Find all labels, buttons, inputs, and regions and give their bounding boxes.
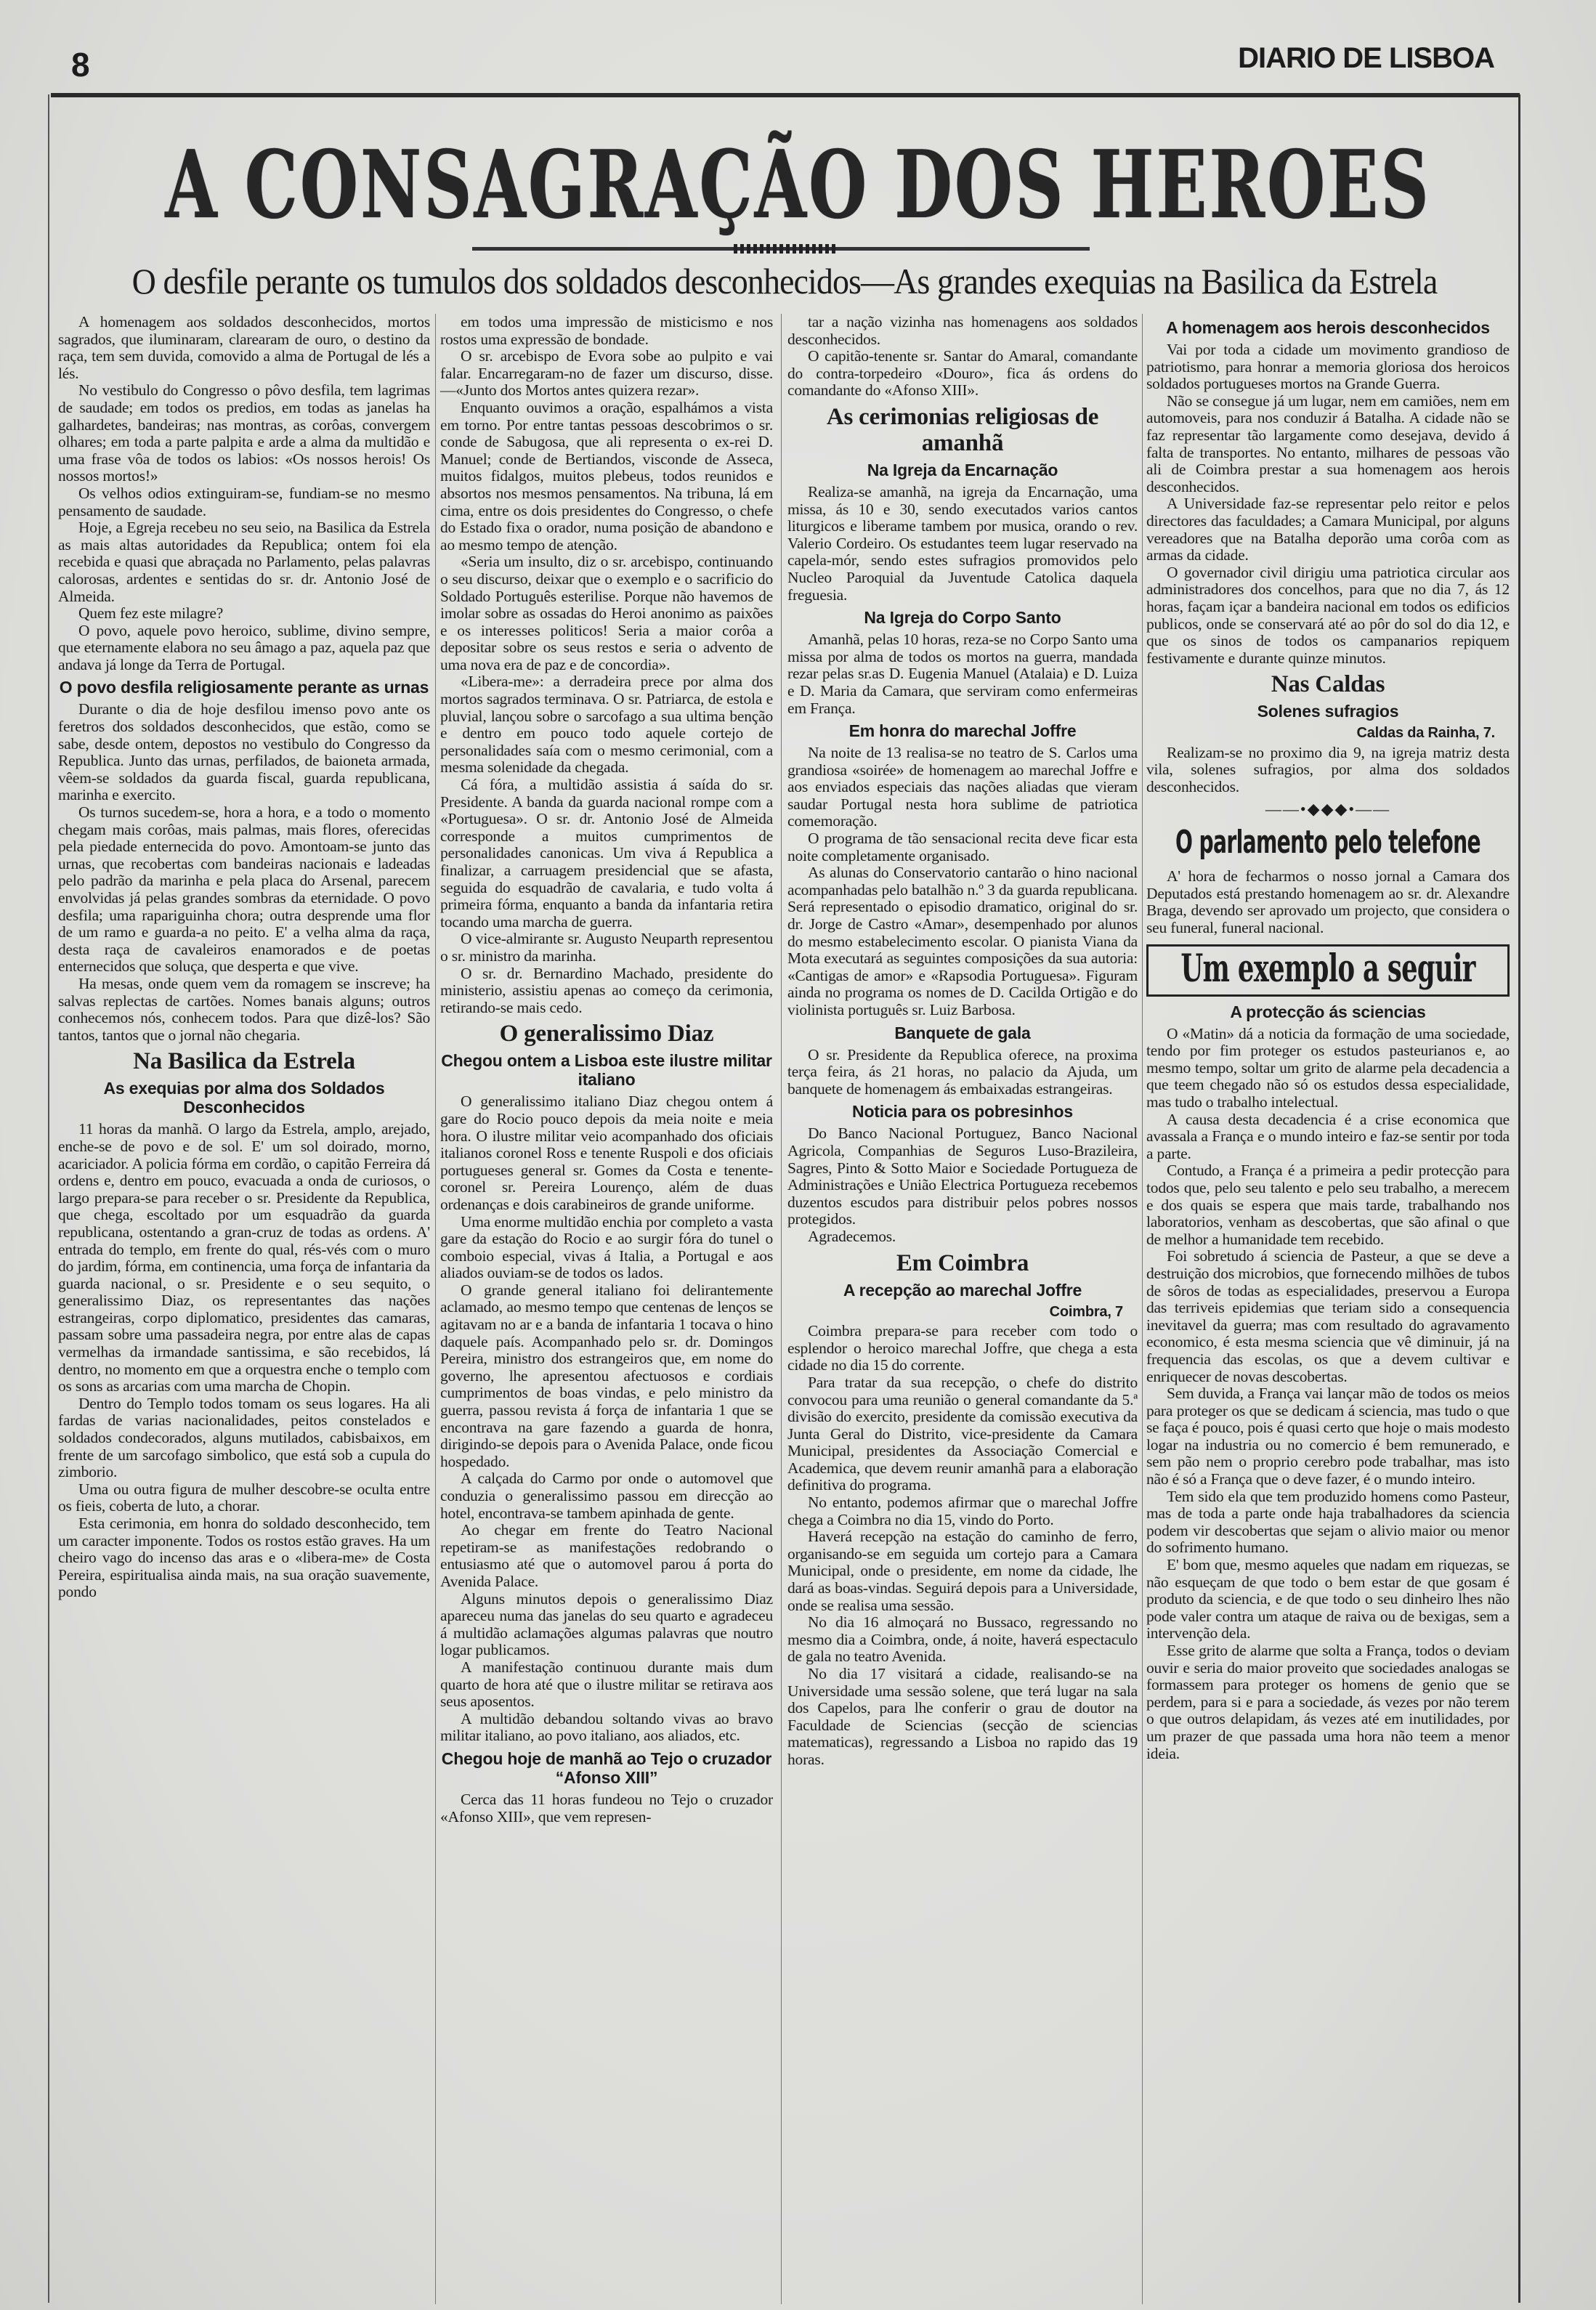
column-divider: [781, 314, 782, 2304]
paragraph: No vestibulo do Congresso o pôvo desfila, tem lagrimas de saudade; em todos os predios, em todas as janelas ha galhardetes, bandeiras; nas montras, as corôas, convergem olhares; em toda a parte palpita e arde a alma da multidão e uma frase vôa de todos os labios: «Os nossos herois! Os nossos mortos!»: [58, 381, 430, 485]
paragraph: Não se consegue já um lugar, nem em camiões, nem em automoveis, para nos conduzir á Batalha. A cidade não se faz representar tão largamente como desejava, devido á falta de transportes. No entanto, milhares de pessoas vão ali de Coimbra prestar a sua homenagem aos herois desconhecidos.: [1146, 392, 1510, 495]
paragraph: Ao chegar em frente do Teatro Nacional repetiram-se as manifestações redobrando o entusiasmo até que o automovel parou á porta do Avenida Palace.: [440, 1521, 773, 1590]
paragraph: «Seria um insulto, diz o sr. arcebispo, continuando o seu discurso, deixar que o exemplo e o sacrificio do Soldado Português esterilise. Porque não havemos de imolar sobre as ossadas do Heroi anonimo as paixões e os interesses politicos! Seria a maior corôa a depositar sobre os seus restos e seria o advento de uma nova era de paz e de concordia».: [440, 553, 773, 673]
column-4: [1146, 314, 1510, 1762]
paragraph: Contudo, a França é a primeira a pedir protecção para todos que, pelo seu talento e pelo seu trabalho, a merecem e dos quais se espera que mais tarde, trabalhando nos laboratorios, venham as descobertas, que são afinal o que de melhor a humanidade tem recebido.: [1146, 1162, 1510, 1248]
dateline: Coimbra, 7: [1049, 1303, 1123, 1320]
paragraph: Amanhã, pelas 10 horas, reza-se no Corpo Santo uma missa por alma de todos os mortos na guerra, mandada rezar pelas sr.as D. Eugenia Manuel (Atalaia) e D. Luiza e D. Maria da Camara, que serviram como enfermeiras em França.: [787, 631, 1138, 717]
paragraph: Alguns minutos depois o generalissimo Diaz apareceu numa das janelas do seu quarto e agradeceu á multidão aclamações algumas palavras que noutro logar publicamos.: [440, 1589, 773, 1659]
paragraph: A calçada do Carmo por onde o automovel que conduzia o generalissimo passou em direcção ao hotel, encontrava-se tambem apinhada de gente.: [440, 1470, 773, 1522]
paragraph: O sr. dr. Bernardino Machado, presidente do ministerio, assistiu apenas ao começo da cerimonia, retirando-se mais cedo.: [440, 964, 773, 1016]
paragraph: Haverá recepção na estação do caminho de ferro, organisando-se em seguida um cortejo para a Camara Municipal, onde o presidente, em nome da cidade, lhe dará as boas-vindas. Seguirá depois para a Universidade, onde se realisa uma sessão.: [787, 1528, 1138, 1614]
sub-headline: O desfile perante os tumulos dos soldados desconhecidos—As grandes exequias na Basilica da Estrela: [131, 261, 1438, 301]
masthead: DIARIO DE LISBOA: [1238, 42, 1494, 74]
paragraph: O sr. arcebispo de Evora sobe ao pulpito e vai falar. Encarregaram-no de fazer um discurso, disse.—«Junto dos Mortos antes quizera rezar».: [440, 347, 773, 400]
paragraph: A multidão debandou soltando vivas ao bravo militar italiano, ao povo italiano, aos aliados, etc.: [440, 1709, 773, 1745]
paragraph: A' hora de fecharmos o nosso jornal a Camara dos Deputados está prestando homenagem ao sr. dr. Alexandre Braga, devendo ser aprovado um projecto, que considera o seu funeral, funeral nacional.: [1146, 867, 1510, 937]
paragraph: A manifestação continuou durante mais dum quarto de hora até que o ilustre militar se retirava aos seus aposentos.: [440, 1658, 773, 1711]
paragraph: Do Banco Nacional Portuguez, Banco Nacional Agricola, Companhias de Seguros Luso-Brazileira, Sagres, Pinto & Sotto Maior e Sociedade Portugueza de Administrações e União Electrica Portugueza recebemos duzentos escudos para distribuir pelos pobres nossos protegidos.: [787, 1124, 1138, 1228]
paragraph: Sem duvida, a França vai lançar mão de todos os meios para proteger os que se dedicam á sciencia, mas tudo o que se faça é pouco, pois é quasi certo que hoje o mais modesto logar na industria ou no comercio é bem remunerado, e sem pão nem o proprio cerebro pode trabalhar, mas isto não é só a França que o deve fazer, é o mundo inteiro.: [1146, 1385, 1510, 1488]
paragraph: Uma enorme multidão enchia por completo a vasta gare da estação do Rocio e ao surgir fóra do tunel o comboio especial, vivas á Italia, a Portugal e aos aliados ouviam-se de todos os lados.: [440, 1212, 773, 1282]
paragraph: Esse grito de alarme que solta a França, todos o deviam ouvir e seria do maior proveito que sociedades analogas se formassem para proteger os homens de genio que se perdem, para si e para a sociedade, ás vezes por não terem o que outros delapidam, ás vezes até em inutilidades, por um prazer de que passada uma hora não teem a menor ideia.: [1146, 1642, 1510, 1762]
paragraph: Na noite de 13 realisa-se no teatro de S. Carlos uma grandiosa «soirée» de homenagem ao marechal Joffre e aos enviados especiais das nações aliadas que vieram saudar Portugal nesta hora sublime de patriotica comemoração.: [787, 744, 1138, 830]
section-heading: O generalissimo Diaz: [499, 1021, 714, 1047]
paragraph: Ha mesas, onde quem vem da romagem se inscreve; ha salvas replectas de cartões. Nomes banais alguns; outros conhecemos nós, conhecem todos. Para que dizê-los? São tantos, tantos que o jornal não chegaria.: [58, 974, 430, 1044]
paragraph: As alunas do Conservatorio cantarão o hino nacional acompanhadas pelo batalhão n.º 3 da guarda republicana. Será representado o episodio dramatico, original do sr. dr. Jorge de Castro «Amar», desempenhado por alunos do mesmo estabelecimento escolar. O pianista Viana da Mota executará as seguintes composições da sua autoria: «Cantigas de amor» e «Rapsodia Portuguesa». Figuram ainda no programa os nomes de D. Cacilda Ortigão e do violinista português sr. Luiz Barbosa.: [787, 864, 1138, 1018]
paragraph: Cá fóra, a multidão assistia á saída do sr. Presidente. A banda da guarda nacional rompe com a «Portuguesa». O sr. dr. Antonio José de Almeida corresponde a muitos cumprimentos de personalidades canonicas. Um viva á Republica a finalizar, a carruagem presidencial que se afasta, seguida do esquadrão de cavalaria, e tudo volta á primeira fórma, enquanto a banda da infantaria retira tocando uma marcha de guerra.: [440, 776, 773, 931]
paragraph: Hoje, a Egreja recebeu no seu seio, na Basilica da Estrela as mais altas autoridades da Republica; ontem foi ela recebida e quasi que abraçada no Parlamento, pelas palavras calorosas, ardentes e sentidas do sr. dr. Antonio José de Almeida.: [58, 519, 430, 605]
boxed-heading: [1146, 944, 1510, 997]
paragraph: 11 horas da manhã. O largo da Estrela, amplo, arejado, enche-se de povo e de sol. E' um sol doirado, morno, acariciador. A policia fórma em cordão, o capitão Ferreira dá ordens e, dentro em pouco, evacuada a onda de curiosos, o largo prepara-se para receber o sr. Presidente da Republica, que chega, escoltado por um esquadrão da guarda republicana, ostentando a gran-cruz de todas as ordens. A' entrada do templo, em frente do qual, rés-vés com o muro do jardim, fórma, em continencia, uma força de infantaria da guarda nacional, o sr. Presidente e o seu sequito, o generalissimo Diaz, os representantes das nações estrangeiras, corpo diplomatico, presidentes das camaras, passam sobre uma passadeira negra, por entre alas de capas vermelhas da irmandade santissima, e são recebidos, lá dentro, no momento em que a orquestra enche o templo com os sons as arcarias com uma marcha de Chopin.: [58, 1120, 430, 1395]
paragraph: Os velhos odios extinguiram-se, fundiam-se no mesmo pensamento de saudade.: [58, 484, 430, 519]
boxed-heading-text: Um exemplo a seguir: [1180, 946, 1475, 991]
paragraph: O «Matin» dá a noticia da formação de uma sociedade, tendo por fim proteger os estudos pasteurianos e, ao mesmo tempo, soltar um grito de alarme pela decadencia a que teem chegado não só os estudos dessa especialidade, mas tudo o trabalho intelectual.: [1146, 1024, 1510, 1111]
paragraph: Os turnos sucedem-se, hora a hora, e a todo o momento chegam mais corôas, mais palmas, mais flores, oferecidas pela piedade enternecida do povo. Amontoam-se junto das urnas, que recobertas com bandeiras nacionais e ladeadas pelo padrão da marinha e pela placa do Arsenal, parecem envolvidas já pelas grandes sombras da eternidade. O povo desfila; uma rapariguinha chora; outra desprende uma flor de um ramo e guarda-a no peito. E' a velha alma da raça, desta raça de cavaleiros enamorados e de poetas enternecidos que soluça, que desperta e que vive.: [58, 803, 430, 976]
section-heading: As cerimonias religiosas de amanhã: [826, 403, 1099, 456]
ornamental-rule: [472, 247, 1090, 251]
paragraph: Dentro do Templo todos tomam os seus logares. Ha ali fardas de varias nacionalidades, peitos constelados e soldados condecorados, alguns mutilados, cabisbaixos, em frente de um sarcofago simbolico, que está sob a cupula do zimborio.: [58, 1394, 430, 1481]
paragraph: Para tratar da sua recepção, o chefe do distrito convocou para uma reunião o general comandante da 5.ª divisão do exercito, presidente da comissão executiva da Junta Geral do Distrito, vice-presidente da Camara Municipal, presidentes da Associação Comercial e Academica, que devem reunir amanhã para a elaboração definitiva do programa.: [787, 1373, 1138, 1494]
sub-heading: Solenes sufragios: [1257, 702, 1399, 721]
paragraph: A homenagem aos soldados desconhecidos, mortos sagrados, que iluminaram, clarearam de ouro, o destino da raça, tem sem duvida, comovido a alma de Portugal de lés a lés.: [58, 313, 430, 382]
section-heading: Na Basilica da Estrela: [133, 1048, 355, 1075]
paragraph: O grande general italiano foi delirantemente aclamado, ao mesmo tempo que centenas de lenços se agitavam no ar e a banda de infantaria 1 tocava o hino daquele país. Acompanhado pelo sr. dr. Domingos Pereira, ministro dos estrangeiros que, em nome do governo, lhe apresentou afectuosos e cordiais cumprimentos de boas vindas, e pelo ministro da guerra, passou revista á força de infantaria 1 que se encontrava na gare fazendo a guarda de honra, dirigindo-se depois para o Avenida Palace, onde ficou hospedado.: [440, 1281, 773, 1470]
paragraph: O vice-almirante sr. Augusto Neuparth representou o sr. ministro da marinha.: [440, 930, 773, 965]
paragraph: Durante o dia de hoje desfilou imenso povo ante os feretros dos soldados desconhecidos, que estão, como se sabe, desde ontem, depostos no vestibulo do Congresso da Republica. Junto das urnas, perfilados, de baioneta armada, vêem-se soldados da guarda fiscal, guarda republicana, marinha e exercito.: [58, 700, 430, 804]
paragraph: O governador civil dirigiu uma patriotica circular aos administradores dos concelhos, para que no dia 7, ás 12 horas, façam içar a bandeira nacional em todos os edificios publicos, onde se conservará até ao pôr do sol do dia 12, e que os sinos de todos os campanarios repiquem festivamente e durante quinze minutos.: [1146, 563, 1510, 667]
paragraph: Foi sobretudo á sciencia de Pasteur, a que se deve a destruição dos microbios, que fornecendo milhões de tubos de sôros de todas as especialidades, preservou a Europa das terriveis epidemias que teriam sido a consequencia inevitavel da guerra; mas com resultado do agravamento economico, é esta mesma sciencia que vê diminuir, já na frequencia das escolas, os que a devem cultivar e enriquecer de novas descobertas.: [1146, 1247, 1510, 1385]
sub-heading: Na Igreja do Corpo Santo: [864, 608, 1061, 628]
paragraph: A causa desta decadencia é a crise economica que avassala a França e o mundo inteiro e faz-se sentir por toda a parte.: [1146, 1110, 1510, 1162]
sub-heading: As exequias por alma dos Soldados Desconhecidos: [103, 1079, 385, 1117]
paragraph: tar a nação vizinha nas homenagens aos soldados desconhecidos.: [787, 313, 1138, 348]
paragraph: O generalissimo italiano Diaz chegou ontem á gare do Rocio pouco depois da meia noite e meia hora. O ilustre militar veio acompanhado dos oficiais italianos coronel Ross e tenente Ruspoli e dos oficiais portugueses general sr. Gomes da Costa e tenente-coronel sr. Pereira Lourenço, além de duas ordenanças e dois carabineiros de grande uniforme.: [440, 1093, 773, 1213]
sub-heading: Chegou hoje de manhã ao Tejo o cruzador “Afonso XIII”: [441, 1748, 772, 1787]
news-heading: O parlamento pelo telefone: [1175, 824, 1481, 862]
paragraph: Realizam-se no proximo dia 9, na igreja matriz desta vila, solenes sufragios, por alma dos soldados desconhecidos.: [1146, 743, 1510, 796]
main-headline: A CONSAGRAÇÃO DOS HEROES: [165, 131, 1431, 240]
paragraph: Cerca das 11 horas fundeou no Tejo o cruzador «Afonso XIII», que vem represen-: [440, 1790, 773, 1825]
paragraph: O programa de tão sensacional recita deve ficar esta noite completamente organisado.: [787, 830, 1138, 864]
sub-heading: Chegou ontem a Lisboa este ilustre militar italiano: [441, 1051, 772, 1090]
paragraph: O povo, aquele povo heroico, sublime, divino sempre, que eternamente elabora no seu âmago a paz, aquela paz que andava já longe da Terra de Portugal.: [58, 621, 430, 673]
column-2: [440, 314, 773, 1825]
section-heading: Nas Caldas: [1271, 671, 1385, 698]
paragraph: No dia 17 visitará a cidade, realisando-se na Universidade uma sessão solene, que terá lugar na sala dos Capelos, para lhe conferir o grau de doutor na Faculdade de Sciencias (secção de sciencias matematicas), regressando a Lisboa no rapido das 19 horas.: [787, 1665, 1138, 1768]
paragraph: O sr. Presidente da Republica oferece, na proxima terça feira, ás 21 horas, no palacio da Ajuda, um banquete de homenagem ás embaixadas estrangeiras.: [787, 1045, 1138, 1098]
paragraph: Esta cerimonia, em honra do soldado desconhecido, tem um caracter imponente. Todos os rostos estão graves. Ha um cheiro vago do incenso das aras e o «libera-me» de Costa Pereira, espiritualisa ainda mais, na sua oração suavemente, pondo: [58, 1515, 430, 1601]
column-divider: [435, 314, 436, 2304]
page-number: 8: [71, 46, 90, 84]
sub-heading: A protecção ás sciencias: [1230, 1002, 1426, 1021]
sub-heading: Em honra do marechal Joffre: [848, 721, 1077, 741]
paragraph: Enquanto ouvimos a oração, espalhámos a vista em torno. Por entre tantas pessoas descobrimos o sr. conde de Sabugosa, que ali representa o ex-rei D. Manuel; conde de Bertiandos, visconde de Asseca, muitos fidalgos, muitos plebeus, todos reunidos e absortos nos mesmos pensamentos. Na tribuna, lá em cima, entre os dois presidentes do Congresso, o chefe do Estado fixa o orador, numa posição de abandono e ao mesmo tempo de atenção.: [440, 398, 773, 554]
paragraph: Tem sido ela que tem produzido homens como Pasteur, mas de toda a parte onde haja trabalhadores da sciencia podem vir descobertas que sejam o alivio maior ou menor do sofrimento humano.: [1146, 1487, 1510, 1557]
paragraph: E' bom que, mesmo aqueles que nadam em riquezas, se não esqueçam de que todo o bem estar de que gosam é produto da sciencia, e de que todo o seu dinheiro lhes não pode valer contra um ataque de raiva ou de bexigas, sem a intervenção dela.: [1146, 1556, 1510, 1642]
column-divider: [1142, 314, 1143, 2304]
paragraph: Vai por toda a cidade um movimento grandioso de patriotismo, para honrar a memoria gloriosa dos heroicos soldados portugueses mortos na Grande Guerra.: [1146, 341, 1510, 393]
paragraph: Agradecemos.: [807, 1227, 896, 1245]
paragraph: No entanto, podemos afirmar que o marechal Joffre chega a Coimbra no dia 15, vindo do Porto.: [787, 1494, 1138, 1528]
sub-heading: A homenagem aos herois desconhecidos: [1166, 318, 1490, 337]
paragraph: «Libera-me»: a derradeira prece por alma dos mortos sagrados terminava. O sr. Patriarca, de estola e pluvial, lançou sobre o sarcofago a sua ultima benção e dentro em pouco todo aquele cortejo de personalidades saía com o mesmo cerimonial, com a mesma solenidade da chegada.: [440, 673, 773, 777]
paragraph: Coimbra prepara-se para receber com todo o esplendor o heroico marechal Joffre, que chega a esta cidade no dia 15 do corrente.: [787, 1322, 1138, 1374]
paragraph: No dia 16 almoçará no Bussaco, regressando no mesmo dia a Coimbra, onde, á noite, haverá espectaculo de gala no teatro Avenida.: [787, 1613, 1138, 1666]
paragraph: Realiza-se amanhã, na igreja da Encarnação, uma missa, ás 10 e 30, sendo executados varios cantos liturgicos e liberame tambem por musica, orando o rev. Valerio Cordeiro. Os estudantes teem lugar reservado na capela-mór, sendo estes sufragios promovidos pelo Nucleo Paroquial da Juventude Catolica daquela freguesia.: [787, 482, 1138, 604]
column-1: [58, 314, 430, 1601]
column-3: [787, 314, 1138, 1769]
section-heading: Em Coimbra: [896, 1249, 1029, 1276]
sub-heading: Na Igreja da Encarnação: [867, 460, 1058, 479]
sub-heading: A recepção ao marechal Joffre: [843, 1280, 1082, 1300]
paragraph: Quem fez este milagre?: [78, 604, 224, 623]
sub-heading: Banquete de gala: [894, 1023, 1031, 1042]
sub-heading: Noticia para os pobresinhos: [852, 1102, 1073, 1122]
ornament-divider: ——•◆◆◆•——: [1265, 799, 1391, 818]
paragraph: O capitão-tenente sr. Santar do Amaral, comandante do contra-torpedeiro «Douro», fica ás ordens do comandante do «Afonso XIII».: [787, 347, 1138, 400]
dateline: Caldas da Rainha, 7.: [1356, 725, 1495, 742]
paragraph: em todos uma impressão de misticismo e nos rostos uma expressão de bondade.: [440, 313, 773, 348]
paragraph: A Universidade faz-se representar pelo reitor e pelos directores das faculdades; a Camara Municipal, por alguns vereadores que na Batalha deporão uma corôa com as armas da cidade.: [1146, 495, 1510, 564]
sub-heading: O povo desfila religiosamente perante as urnas: [59, 678, 429, 697]
paragraph: Uma ou outra figura de mulher descobre-se oculta entre os fieis, coberta de luto, a chorar.: [58, 1480, 430, 1515]
